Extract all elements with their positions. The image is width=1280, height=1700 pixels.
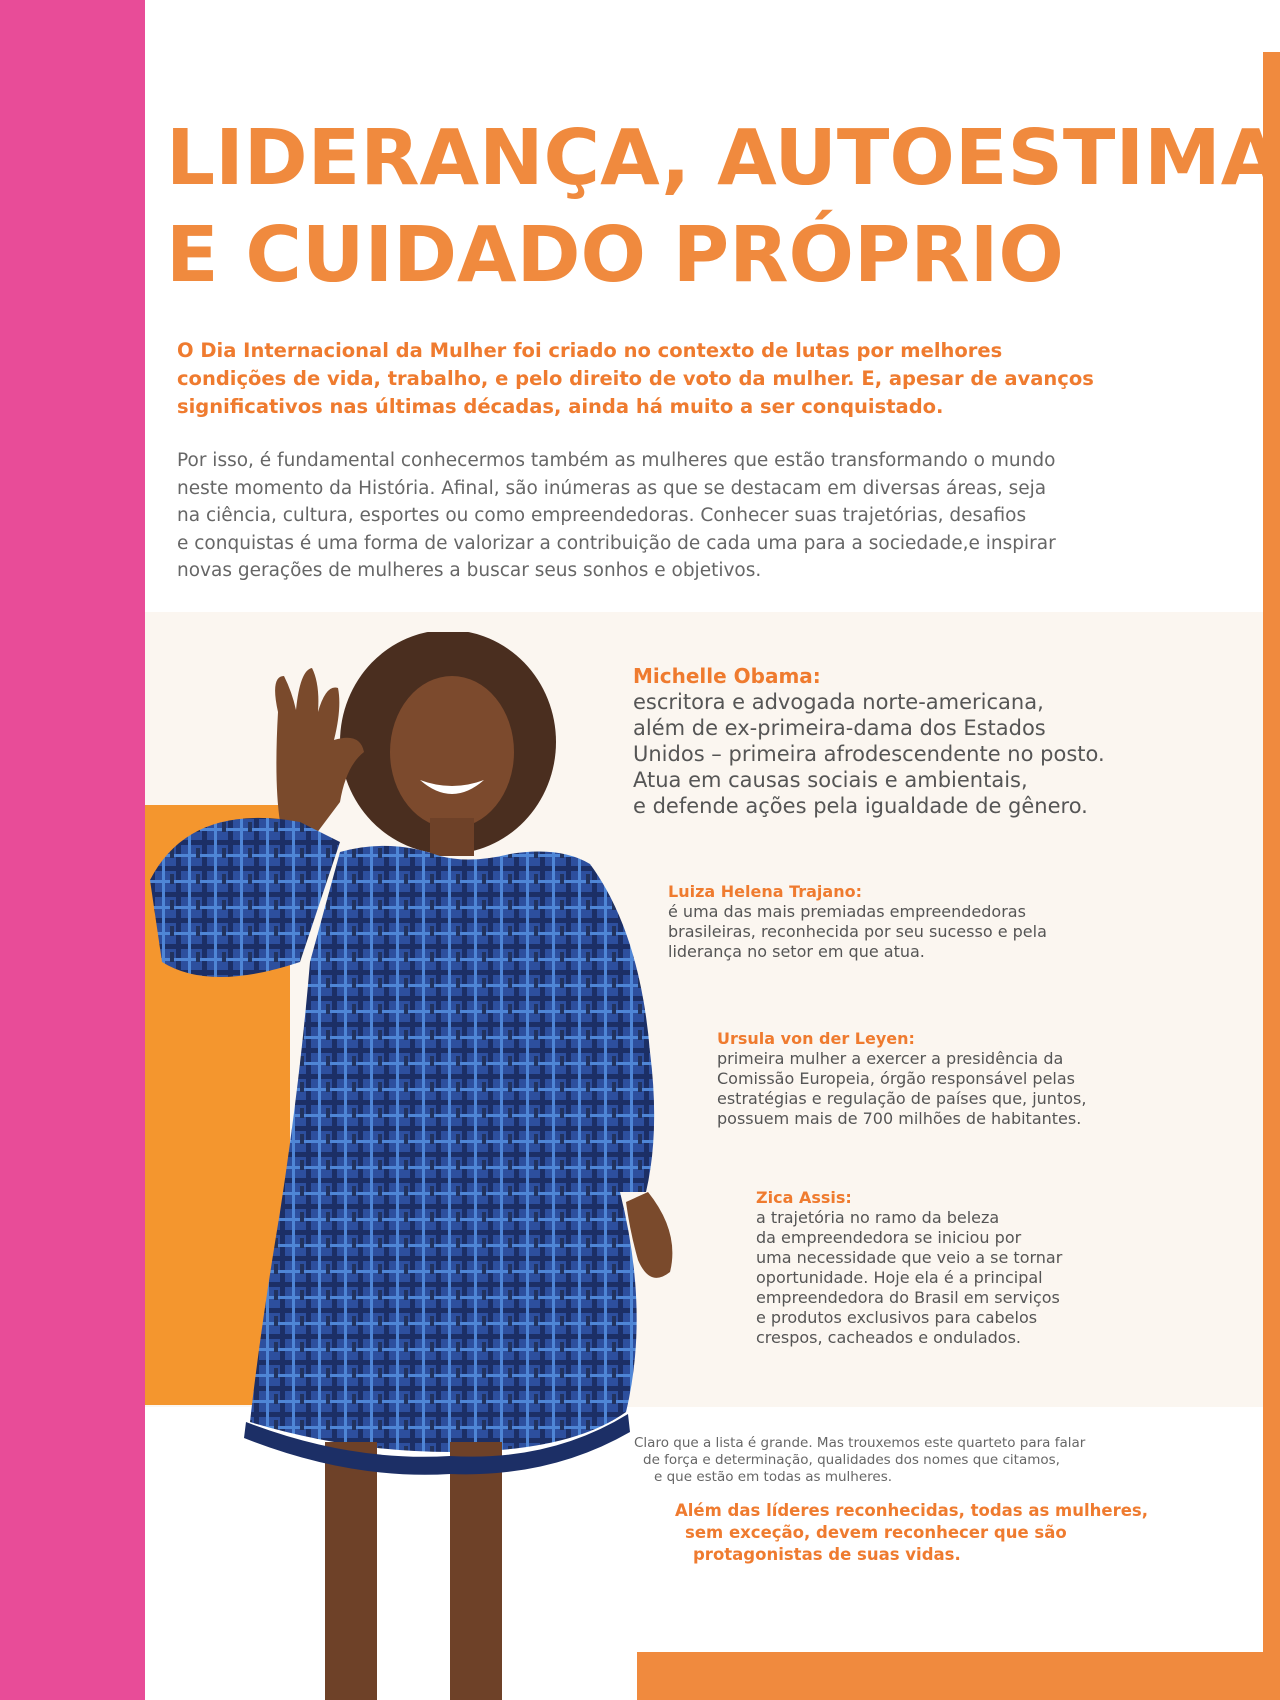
body-line: e conquistas é uma forma de valorizar a contribuição de cada uma para a sociedade,e inspirar xyxy=(177,532,1056,554)
profile-name: Zica Assis: xyxy=(756,1188,852,1207)
profile-line: é uma das mais premiadas empreendedoras xyxy=(668,902,1026,921)
body-paragraph xyxy=(177,447,1187,585)
closing-line: de força e determinação, qualidades dos nomes que citamos, xyxy=(643,1452,1060,1468)
lead-paragraph xyxy=(177,337,1187,421)
final-line: sem exceção, devem reconhecer que são xyxy=(685,1523,1067,1542)
profile-ursula-von-der-leyen xyxy=(717,1029,1086,1129)
profile-line: estratégias e regulação de países que, juntos, xyxy=(717,1089,1087,1108)
profile-line: além de ex-primeira-dama dos Estados xyxy=(633,716,1046,740)
title-line-2: E CUIDADO PRÓPRIO xyxy=(166,211,1064,300)
profile-line: e defende ações pela igualdade de gênero. xyxy=(633,794,1088,818)
profile-line: Atua em causas sociais e ambientais, xyxy=(633,768,1028,792)
title-line-1: LIDERANÇA, AUTOESTIMA xyxy=(166,114,1280,203)
profile-michelle-obama xyxy=(633,663,1105,819)
profile-line: escritora e advogada norte-americana, xyxy=(633,690,1044,714)
profile-line: Unidos – primeira afrodescendente no posto. xyxy=(633,742,1105,766)
final-line: protagonistas de suas vidas. xyxy=(693,1545,961,1564)
lead-line: condições de vida, trabalho, e pelo direito de voto da mulher. E, apesar de avanços xyxy=(177,367,1094,390)
profile-name: Luiza Helena Trajano: xyxy=(668,882,862,901)
final-statement xyxy=(675,1500,1148,1566)
closing-line: e que estão em todas as mulheres. xyxy=(654,1469,893,1485)
body-line: neste momento da História. Afinal, são inúmeras as que se destacam em diversas áreas, seja xyxy=(177,477,1047,499)
body-line: na ciência, cultura, esportes ou como empreendedoras. Conhecer suas trajetórias, desafios xyxy=(177,505,1027,526)
profile-line: primeira mulher a exercer a presidência da xyxy=(717,1049,1064,1068)
page-title xyxy=(166,110,1280,304)
profile-name: Michelle Obama: xyxy=(633,664,821,688)
profile-line: liderança no setor em que atua. xyxy=(668,942,925,961)
profile-line: uma necessidade que veio a se tornar xyxy=(756,1248,1063,1267)
body-line: Por isso, é fundamental conhecermos também as mulheres que estão transformando o mundo xyxy=(177,450,1056,471)
profile-line: a trajetória no ramo da beleza xyxy=(756,1208,1000,1227)
lead-line: O Dia Internacional da Mulher foi criado no contexto de lutas por melhores xyxy=(177,339,1003,362)
profile-line: brasileiras, reconhecida por seu sucesso e pela xyxy=(668,922,1047,941)
profile-line: Comissão Europeia, órgão responsável pelas xyxy=(717,1069,1076,1088)
closing-line: Claro que a lista é grande. Mas trouxemos este quarteto para falar xyxy=(634,1435,1086,1451)
lead-line: significativos nas últimas décadas, ainda há muito a ser conquistado. xyxy=(177,395,944,418)
profile-line: e produtos exclusivos para cabelos xyxy=(756,1308,1038,1327)
profile-name: Ursula von der Leyen: xyxy=(717,1029,915,1048)
profile-line: empreendedora do Brasil em serviços xyxy=(756,1288,1060,1307)
profile-line: possuem mais de 700 milhões de habitantes. xyxy=(717,1109,1082,1128)
profile-line: crespos, cacheados e ondulados. xyxy=(756,1328,1021,1347)
profile-luiza-helena-trajano xyxy=(668,882,1047,962)
profile-line: oportunidade. Hoje ela é a principal xyxy=(756,1268,1043,1287)
final-line: Além das líderes reconhecidas, todas as mulheres, xyxy=(675,1501,1148,1520)
profile-zica-assis xyxy=(756,1188,1062,1348)
closing-note xyxy=(634,1435,1085,1486)
pink-side-band xyxy=(0,0,145,1700)
profile-line: da empreendedora se iniciou por xyxy=(756,1228,1022,1247)
body-line: novas gerações de mulheres a buscar seus sonhos e objetivos. xyxy=(177,560,762,581)
